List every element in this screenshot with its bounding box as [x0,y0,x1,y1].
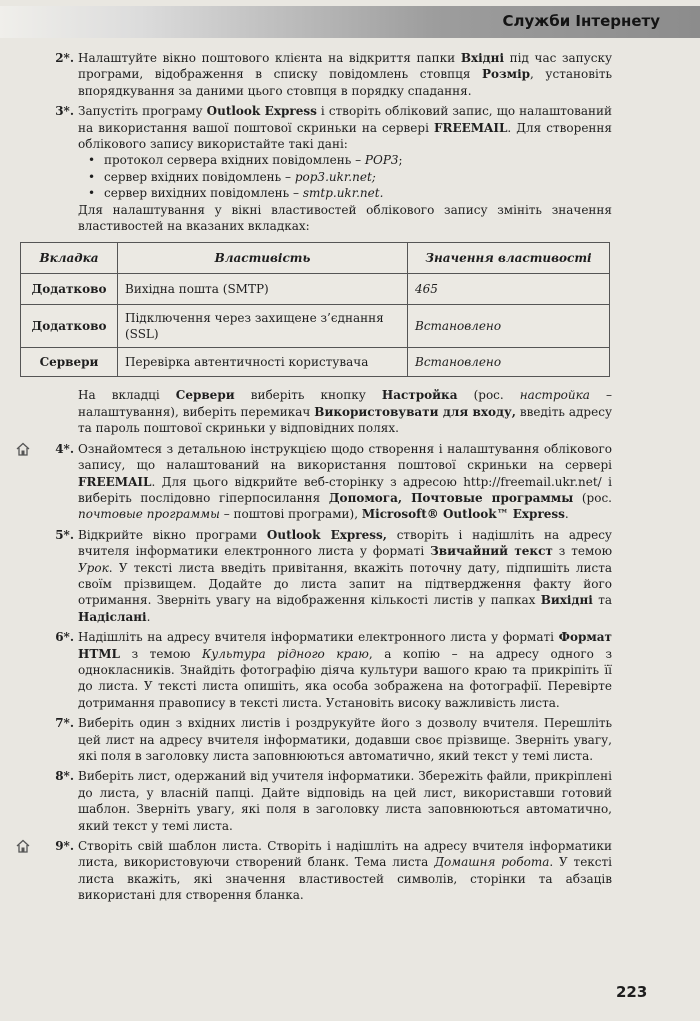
list-item: • протокол сервера вхідних повідомлень – POP3; [84,152,612,168]
page-number: 223 [616,983,648,1001]
task-2: 2*. Налаштуйте вікно поштового клієнта на відкриття папки Вхідні під час запуску програми, відображення в списку повідомлень стовпця Розмір, установіть впорядкування за даними цього стовпця в порядку спадання. [42,50,612,99]
task-3-note: На вкладці Сервери виберіть кнопку Настройка (рос. настройка – налаштування), виберіть перемикач Використовувати для входу, введіть адресу та пароль поштової скриньки у відповідних полях. [78,388,612,436]
task-number: 8*. [55,769,74,784]
page-body [31,50,613,908]
task-number: 6*. [55,630,74,645]
task-8: 8*. Виберіть лист, одержаний від учителя інформатики. Збережіть файли, прикріплені до листа, у власній папці. Дайте відповідь на цей лист, використавши готовий шаблон. Зверніть увагу, які поля в заголовку листа заповнюються автоматично, який текст у темі листа. [42,768,612,834]
column-header-tab: Вкладка [21,243,118,274]
task-number: 4*. [55,441,74,456]
task-number: 5*. [55,527,74,542]
table-row: Додатково Підключення через захищене з’єднання (SSL) Встановлено [21,305,610,348]
task-4: 4*. Ознайомтеся з детальною інструкцією щодо створення і налаштування облікового запису, що налаштований на використання поштової скриньки на сервері FREEMAIL. Для цього відкрийте веб-сторінку з адресою http://freemail.ukr.net/ і виберіть послідовно гіперпосилання Допомога, Почтовые программы (рос. почтовые программы – поштові програми), Microsoft® Outlook™ Express. [42,441,612,523]
home-task-icon [16,442,30,456]
list-item: • сервер вихідних повідомлень – smtp.ukr.net. [84,185,612,201]
task-3: 3*. Запустіть програму Outlook Express і створіть обліковий запис, що налаштований на використання вашої поштової скриньки на сервері FREEMAIL. Для створення облікового запису використайте такі дані: • протокол сервера вхідних повідомлень – POP3; • сервер вхідних повідомлень – pop3.ukr.net; • сервер вихідних повідомлень – smtp.ukr.net. Для налаштування у вікні властивостей облікового запису змініть значення властивостей на вказаних вкладках: [42,103,612,234]
home-task-icon [16,839,30,853]
task-number: 3*. [55,104,74,119]
section-title: Служби Інтернету [502,12,660,30]
server-settings-list [78,152,612,201]
column-header-value: Значення властивості [408,243,610,274]
column-header-property: Властивість [118,243,408,274]
properties-table [20,242,610,377]
task-5: 5*. Відкрийте вікно програми Outlook Express, створіть і надішліть на адресу вчителя інформатики електронного листа у форматі Звичайний текст з темою Урок. У тексті листа введіть привітання, вкажіть поточну дату, підпишіть листа своїм прізвищем. Додайте до листа запит на підтвердження факту його отримання. Зверніть увагу на відображення кількості листів у папках Вихідні та Надіслані. [42,527,612,625]
task-number: 7*. [55,716,74,731]
table-header-row [21,243,610,274]
task-9: 9*. Створіть свій шаблон листа. Створіть і надішліть на адресу вчителя інформатики листа, використовуючи створений бланк. Тема листа Домашня робота. У тексті листа вкажіть, які значення властивостей символів, сторінки та абзаців використані для створення бланка. [42,838,612,904]
task-number: 9*. [55,839,74,854]
task-6: 6*. Надішліть на адресу вчителя інформатики електронного листа у форматі Формат HTML з темою Культура рідного краю, а копію – на адресу одного з однокласників. Знайдіть фотографію діяча культури вашого краю та прикріпіть її до листа. У тексті листа опишіть, яка особа зображена на фотографії. Перевірте дотримання правопису в тексті листа. Установіть високу важливість листа. [42,629,612,711]
task-number: 2*. [55,51,74,65]
table-row: Сервери Перевірка автентичності користувача Встановлено [21,348,610,377]
table-row: Додатково Вихідна пошта (SMTP) 465 [21,274,610,305]
list-item: • сервер вхідних повідомлень – pop3.ukr.net; [84,169,612,185]
task-7: 7*. Виберіть один з вхідних листів і роздрукуйте його з дозволу вчителя. Перешліть цей лист на адресу вчителя інформатики, додавши своє прізвище. Зверніть увагу, які поля в заголовку листа заповнюються автоматично, який текст у темі листа. [42,715,612,764]
